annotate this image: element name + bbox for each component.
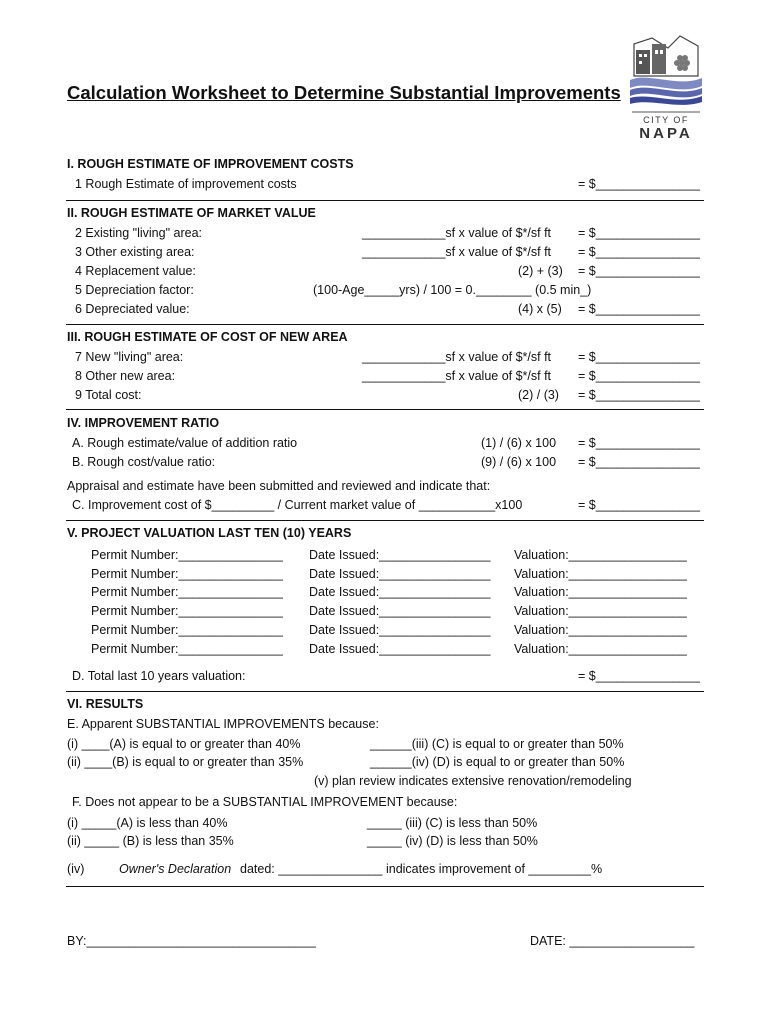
- line-3-label: 3 Other existing area:: [75, 245, 195, 259]
- line-7-result[interactable]: = $_______________: [578, 350, 701, 364]
- line-9-calc: (2) / (3): [518, 388, 559, 402]
- total-valuation-result[interactable]: = $_______________: [578, 669, 701, 683]
- line-7-calc[interactable]: ____________sf x value of $*/sf ft: [362, 350, 552, 364]
- line-6-label: 6 Depreciated value:: [75, 302, 190, 316]
- line-a-result[interactable]: = $_______________: [578, 436, 701, 450]
- section-2-heading: II. ROUGH ESTIMATE OF MARKET VALUE: [67, 206, 316, 220]
- line-c-result[interactable]: = $_______________: [578, 498, 701, 512]
- date-issued-field[interactable]: Date Issued:________________: [309, 585, 491, 599]
- line-a-label: A. Rough estimate/value of addition ratio: [72, 436, 298, 450]
- line-5-calc[interactable]: (100-Age_____yrs) / 100 = 0.________ (0.5 min_): [313, 283, 592, 297]
- permit-number-field[interactable]: Permit Number:_______________: [91, 623, 283, 637]
- date-issued-field[interactable]: Date Issued:________________: [309, 567, 491, 581]
- line-4-label: 4 Replacement value:: [75, 264, 196, 278]
- permit-number-field[interactable]: Permit Number:_______________: [91, 548, 283, 562]
- section-3-heading: III. ROUGH ESTIMATE OF COST OF NEW AREA: [67, 330, 348, 344]
- line-8-calc[interactable]: ____________sf x value of $*/sf ft: [362, 369, 552, 383]
- permit-number-field[interactable]: Permit Number:_______________: [91, 585, 283, 599]
- valuation-field[interactable]: Valuation:_________________: [514, 548, 687, 562]
- line-4-calc: (2) + (3): [518, 264, 563, 278]
- result-e-ii[interactable]: (ii) ____(B) is equal to or greater than 35%: [67, 755, 304, 769]
- line-2-result[interactable]: = $_______________: [578, 226, 701, 240]
- result-e-iii[interactable]: ______(iii) (C) is equal to or greater than 50%: [370, 737, 624, 751]
- section-5-heading: V. PROJECT VALUATION LAST TEN (10) YEARS: [67, 526, 352, 540]
- section-divider: [66, 691, 704, 692]
- page-title: Calculation Worksheet to Determine Substantial Improvements: [67, 82, 621, 103]
- signature-by-field[interactable]: BY:_________________________________: [67, 934, 316, 948]
- section-4-heading: IV. IMPROVEMENT RATIO: [67, 416, 220, 430]
- appraisal-note: Appraisal and estimate have been submitted and reviewed and indicate that:: [67, 479, 491, 493]
- section-divider: [66, 409, 704, 410]
- line-5-label: 5 Depreciation factor:: [75, 283, 194, 297]
- section-divider: [66, 886, 704, 887]
- date-issued-field[interactable]: Date Issued:________________: [309, 604, 491, 618]
- total-valuation-label: D. Total last 10 years valuation:: [72, 669, 246, 683]
- line-3-result[interactable]: = $_______________: [578, 245, 701, 259]
- line-6-result[interactable]: = $_______________: [578, 302, 701, 316]
- valuation-field[interactable]: Valuation:_________________: [514, 642, 687, 656]
- owners-declaration-label: Owner's Declaration: [119, 862, 232, 876]
- line-1-label: 1 Rough Estimate of improvement costs: [75, 177, 297, 191]
- owners-declaration-number: (iv): [67, 862, 85, 876]
- section-divider: [66, 200, 704, 201]
- result-f-i[interactable]: (i) _____(A) is less than 40%: [67, 816, 228, 830]
- line-6-calc: (4) x (5): [518, 302, 562, 316]
- city-of-napa-logo: [628, 30, 704, 140]
- logo-napa-text: NAPA: [639, 125, 693, 140]
- line-2-label: 2 Existing "living" area:: [75, 226, 202, 240]
- result-f-iv[interactable]: _____ (iv) (D) is less than 50%: [367, 834, 538, 848]
- line-b-result[interactable]: = $_______________: [578, 455, 701, 469]
- section-6-heading: VI. RESULTS: [67, 697, 144, 711]
- section-divider: [66, 520, 704, 521]
- line-a-calc: (1) / (6) x 100: [481, 436, 557, 450]
- line-4-result[interactable]: = $_______________: [578, 264, 701, 278]
- valuation-field[interactable]: Valuation:_________________: [514, 604, 687, 618]
- result-e-iv[interactable]: ______(iv) (D) is equal to or greater than 50%: [370, 755, 625, 769]
- signature-date-field[interactable]: DATE: __________________: [530, 934, 695, 948]
- result-f-ii[interactable]: (ii) _____ (B) is less than 35%: [67, 834, 234, 848]
- logo-city-of-text: CITY OF: [643, 115, 689, 125]
- valuation-field[interactable]: Valuation:_________________: [514, 623, 687, 637]
- line-2-calc[interactable]: ____________sf x value of $*/sf ft: [362, 226, 552, 240]
- line-b-label: B. Rough cost/value ratio:: [72, 455, 216, 469]
- owners-declaration-fields[interactable]: dated: _______________ indicates improvement of _________%: [240, 862, 603, 876]
- results-f-heading: F. Does not appear to be a SUBSTANTIAL IMPROVEMENT because:: [72, 795, 458, 809]
- result-e-i[interactable]: (i) ____(A) is equal to or greater than 40%: [67, 737, 301, 751]
- valuation-field[interactable]: Valuation:_________________: [514, 567, 687, 581]
- result-f-iii[interactable]: _____ (iii) (C) is less than 50%: [367, 816, 538, 830]
- line-9-result[interactable]: = $_______________: [578, 388, 701, 402]
- section-divider: [66, 324, 704, 325]
- line-c-label[interactable]: C. Improvement cost of $_________ / Current market value of ___________x100: [72, 498, 523, 512]
- line-b-calc: (9) / (6) x 100: [481, 455, 557, 469]
- line-3-calc[interactable]: ____________sf x value of $*/sf ft: [362, 245, 552, 259]
- date-issued-field[interactable]: Date Issued:________________: [309, 548, 491, 562]
- line-9-label: 9 Total cost:: [75, 388, 142, 402]
- line-8-result[interactable]: = $_______________: [578, 369, 701, 383]
- line-8-label: 8 Other new area:: [75, 369, 176, 383]
- permit-number-field[interactable]: Permit Number:_______________: [91, 567, 283, 581]
- line-1-result[interactable]: = $_______________: [578, 177, 701, 191]
- valuation-field[interactable]: Valuation:_________________: [514, 585, 687, 599]
- permit-number-field[interactable]: Permit Number:_______________: [91, 604, 283, 618]
- date-issued-field[interactable]: Date Issued:________________: [309, 623, 491, 637]
- date-issued-field[interactable]: Date Issued:________________: [309, 642, 491, 656]
- section-1-heading: I. ROUGH ESTIMATE OF IMPROVEMENT COSTS: [67, 157, 354, 171]
- results-e-heading: E. Apparent SUBSTANTIAL IMPROVEMENTS because:: [67, 717, 379, 731]
- result-e-v: (v) plan review indicates extensive renovation/remodeling: [314, 774, 632, 788]
- line-7-label: 7 New "living" area:: [75, 350, 184, 364]
- permit-number-field[interactable]: Permit Number:_______________: [91, 642, 283, 656]
